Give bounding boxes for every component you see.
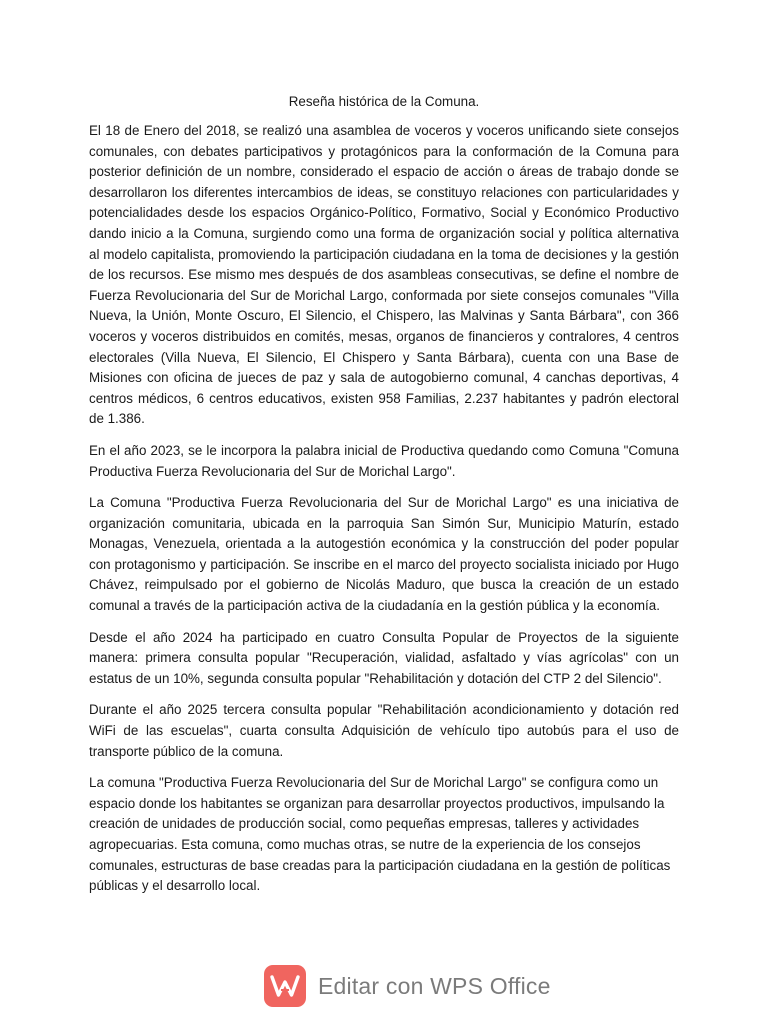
paragraph: La comuna "Productiva Fuerza Revolucionaria del Sur de Morichal Largo" se configura como un espacio donde los habitantes se organizan para desarrollar proyectos productivos, impulsando la creación de unidades de producción social, como pequeñas empresas, talleres y actividades agropecuarias. Esta comuna, como muchas otras, se nutre de la experiencia de los consejos comunales, estructuras de base creadas para la participación ciudadana en la gestión de políticas públicas y el desarrollo local. bbox=[89, 775, 671, 894]
paragraph: La Comuna "Productiva Fuerza Revolucionaria del Sur de Morichal Largo" es una iniciativa de organización comunitaria, ubicada en la parroquia San Simón Sur, Municipio Maturín, estado Monagas, Venezuela, orientada a la autogestión económica y la construcción del poder popular con protagonismo y participación. Se inscribe en el marco del proyecto socialista iniciado por Hugo Chávez, reimpulsado por el gobierno de Nicolás Maduro, que busca la creación de un estado comunal a través de la participación activa de la ciudadanía en la gestión pública y la economía. bbox=[89, 495, 679, 614]
wps-logo-icon bbox=[264, 965, 306, 1007]
paragraph: El 18 de Enero del 2018, se realizó una asamblea de voceros y voceros unificando siete consejos comunales, con debates participativos y protagónicos para la conformación de la Comuna para posterior definición de un nombre, considerado el espacio de acción o áreas de trabajo donde se desarrollaron los diferentes intercambios de ideas, se constituyo relaciones con particularidades y potencialidades desde los espacios Orgánico-Político, Formativo, Social y Económico Productivo dando inicio a la Comuna, surgiendo como una forma de organización social y política alternativa al modelo capitalista, promoviendo la participación ciudadana en la toma de decisiones y la gestión de los recursos. Ese mismo mes después de dos asambleas consecutivas, se define el nombre de Fuerza Revolucionaria del Sur de Morichal Largo, conformada por siete consejos comunales "Villa Nueva, la Unión, Monte Oscuro, El Silencio, el Chispero, las Malvinas y Santa Bárbara", con 366 voceros y voceros distribuidos en comités, mesas, organos de financieros y contralores, 4 centros electorales (Villa Nueva, El Silencio, El Chispero y Santa Bárbara), cuenta con una Base de Misiones con oficina de jueces de paz y sala de autogobierno comunal, 4 canchas deportivas, 4 centros médicos, 6 centros educativos, existen 958 Familias, 2.237 habitantes y padrón electoral de 1.386. bbox=[89, 123, 679, 427]
paragraph: En el año 2023, se le incorpora la palabra inicial de Productiva quedando como Comuna "Comuna Productiva Fuerza Revolucionaria del Sur de Morichal Largo". bbox=[89, 442, 679, 479]
paragraph: Durante el año 2025 tercera consulta popular "Rehabilitación acondicionamiento y dotación red WiFi de las escuelas", cuarta consulta Adquisición de vehículo tipo autobús para el uso de transporte público de la comuna. bbox=[89, 702, 679, 759]
document-title: Reseña histórica de la Comuna. bbox=[288, 94, 480, 109]
paragraph: Desde el año 2024 ha participado en cuatro Consulta Popular de Proyectos de la siguiente manera: primera consulta popular "Recuperación, vialidad, asfaltado y vías agrícolas" con un estatus de un 10%, segunda consulta popular "Rehabilitación y dotación del CTP 2 del Silencio". bbox=[89, 629, 679, 686]
edit-with-wps-button[interactable] bbox=[264, 964, 551, 1008]
document-page bbox=[89, 92, 679, 908]
wps-banner-label: Editar con WPS Office bbox=[318, 972, 551, 999]
